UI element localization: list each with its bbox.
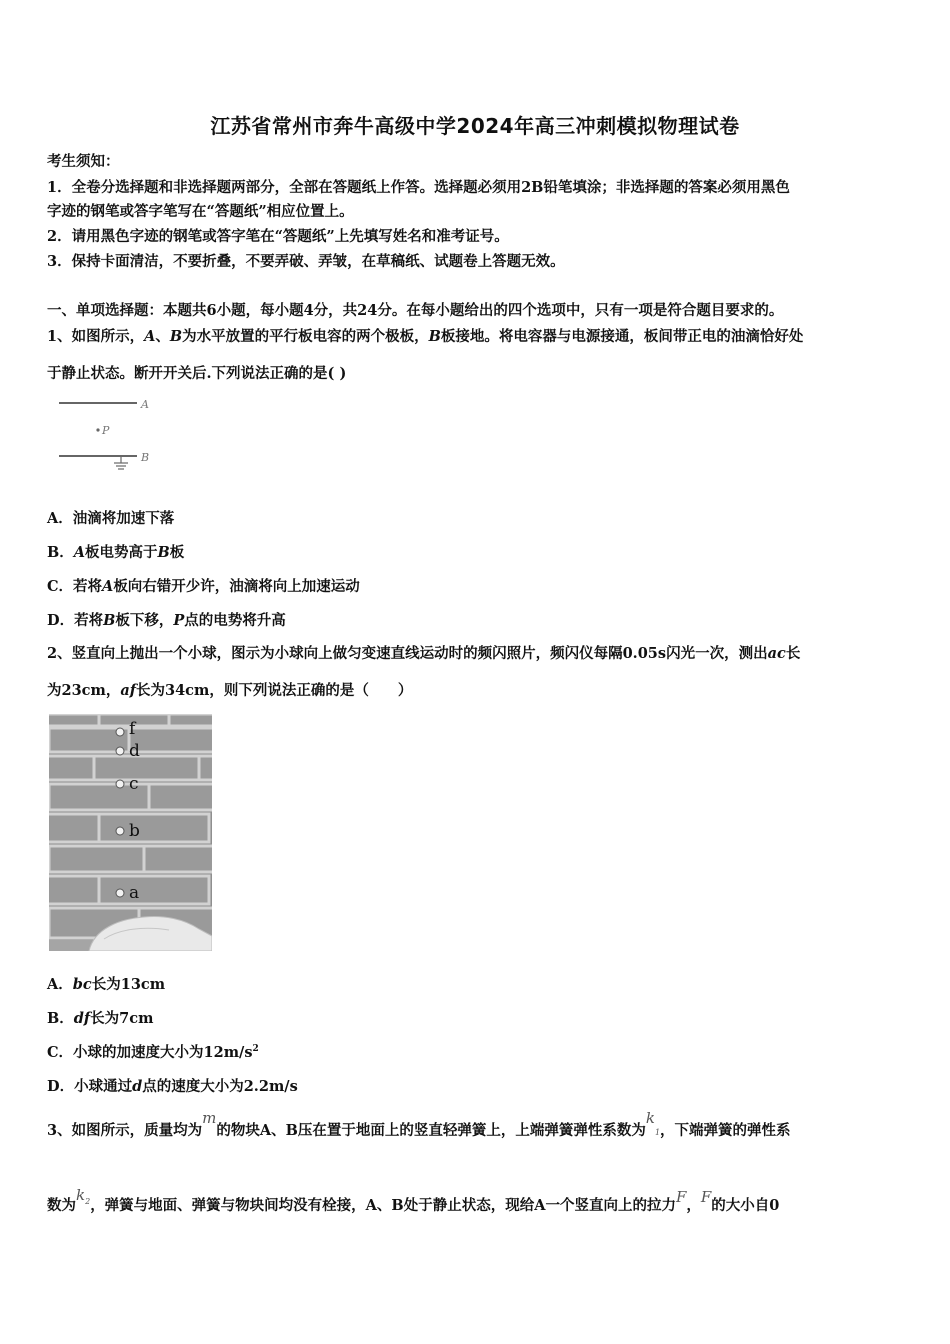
point-p-dot [96,428,99,431]
notice-line-1a: 1．全卷分选择题和非选择题两部分，全部在答题纸上作答。选择题必须用2B铅笔填涂；非选择题的答案必须用黑色 [47,179,790,196]
q1-stem-line-2: 于静止状态。断开开关后.下列说法正确的是( ) [47,365,347,382]
page-title: 江苏省常州市奔牛高级中学2024年高三冲刺模拟物理试卷 [210,114,740,138]
q3-stem-line-2: 数为$k^2$，弹簧与地面、弹簧与物块间均没有栓接，A、B处于静止状态，现给A一个竖直向上的拉力F，F的大小自0 [47,1186,780,1214]
label-b: b [129,821,140,841]
ball-a [116,889,124,897]
q1-option-d: D．若将B板下移，P点的电势将升高 [47,612,286,629]
strobe-photo [49,714,212,951]
q2-stem-line-2: 为23cm，af长为34cm，则下列说法正确的是（ ） [47,682,413,699]
q3-stem-line-1: 3、如图所示，质量均为m的物块A、B压在置于地面上的竖直轻弹簧上，上端弹簧弹性系数为k1，下端弹簧的弹性系 [47,1109,791,1139]
label-c: c [129,774,139,794]
section-heading: 一、单项选择题：本题共6小题，每小题4分，共24分。在每小题给出的四个选项中，只有一项是符合题目要求的。 [47,302,784,319]
q2-option-a: A．bc长为13cm [47,976,166,993]
notice-line-3: 3．保持卡面清洁，不要折叠，不要弄破、弄皱，在草稿纸、试题卷上答题无效。 [47,253,565,270]
label-f: f [129,719,136,739]
notice-line-1b: 字迹的钢笔或答字笔写在“答题纸”相应位置上。 [47,203,354,220]
capacitor-figure [55,393,155,473]
q1-stem-line-1: 1、如图所示，A、B为水平放置的平行板电容的两个极板，B板接地。将电容器与电源接通，板间带正电的油滴恰好处 [47,328,804,345]
q2-option-b: B．df长为7cm [47,1010,154,1027]
q2-option-d: D．小球通过d点的速度大小为2.2m/s [47,1078,298,1095]
ball-f [116,728,124,736]
label-a: a [129,883,140,903]
q2-stem-line-1: 2、竖直向上抛出一个小球，图示为小球向上做匀变速直线运动时的频闪照片，频闪仪每隔0.05s闪光一次，测出ac长 [47,645,801,662]
ball-d [116,747,124,755]
label-d: d [129,741,140,761]
plate-b-label: B [141,451,150,464]
plate-a-label: A [141,398,149,411]
notice-heading: 考生须知： [47,153,120,170]
ball-c [116,780,124,788]
point-p-label: P [102,424,110,437]
notice-line-2: 2．请用黑色字迹的钢笔或答字笔在“答题纸”上先填写姓名和准考证号。 [47,228,509,245]
q1-option-b: B．A板电势高于B板 [47,544,185,561]
q2-option-c: C．小球的加速度大小为$12m/s^2$ [47,1044,259,1061]
q1-option-a: A．油滴将加速下落 [47,510,175,527]
ball-b [116,827,124,835]
q1-option-c: C．若将A板向右错开少许，油滴将向上加速运动 [47,578,360,595]
